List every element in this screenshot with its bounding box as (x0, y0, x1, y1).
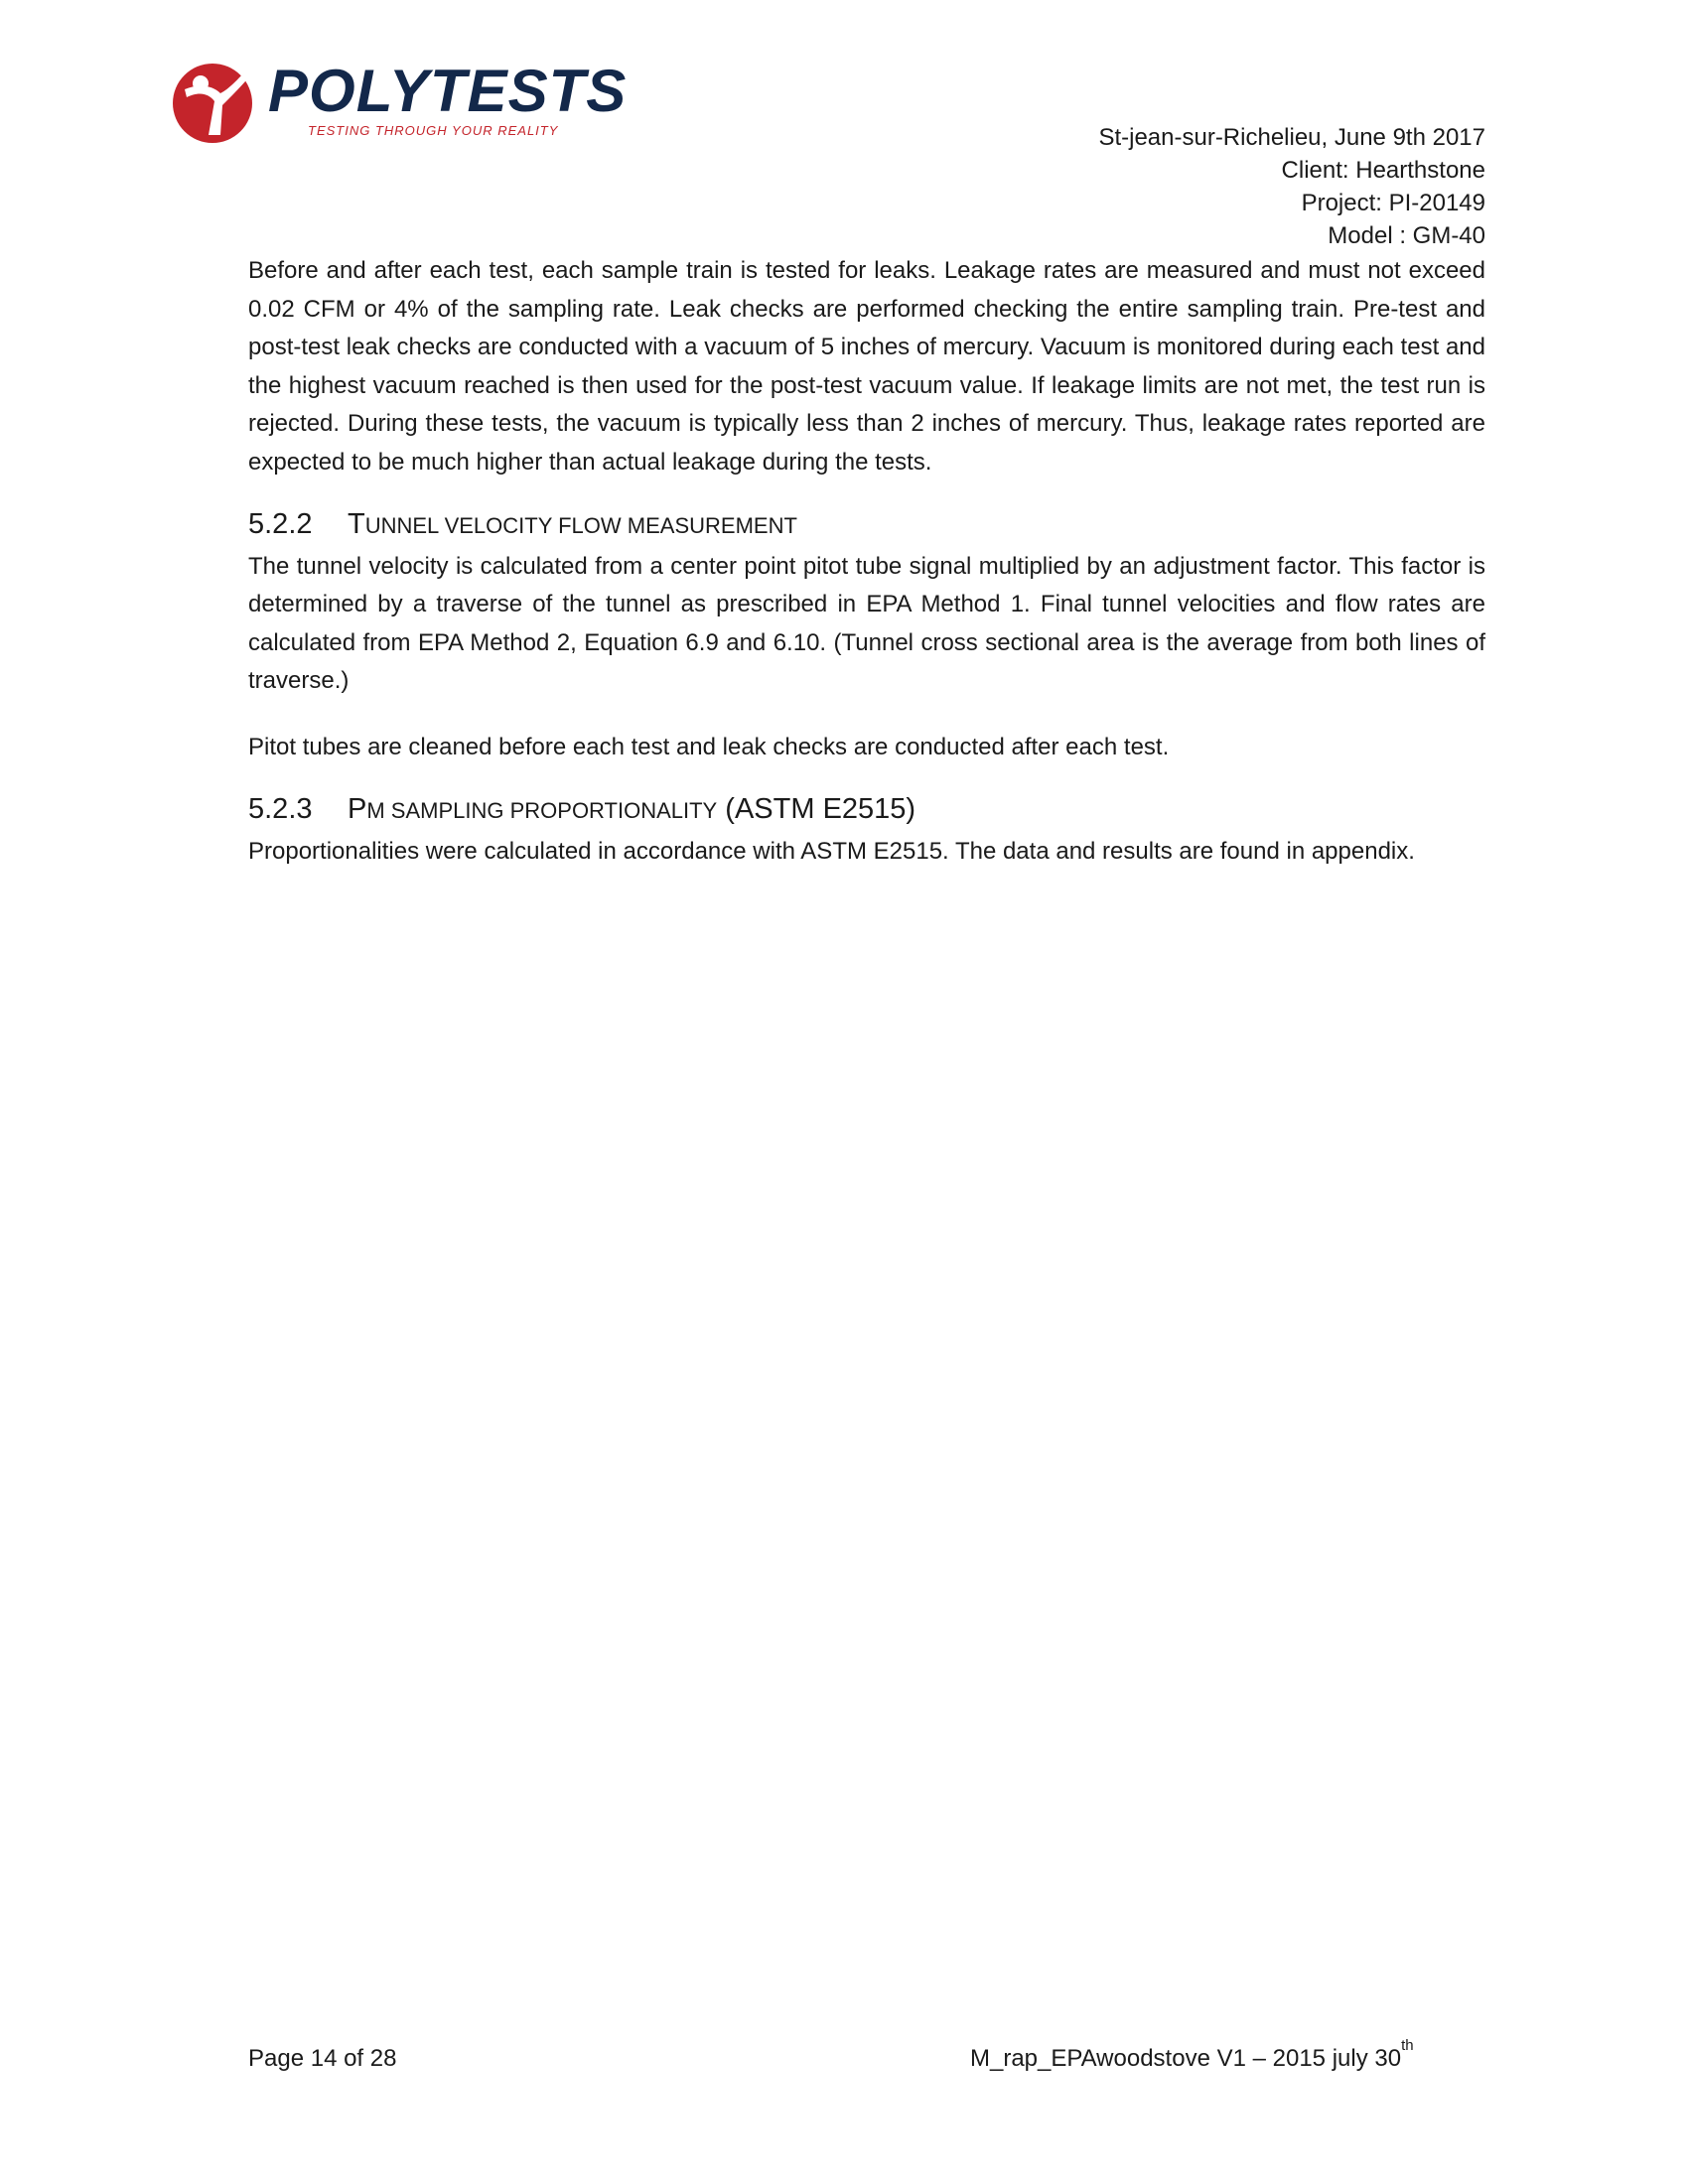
client-line: Client: Hearthstone (1281, 157, 1485, 184)
leak-check-paragraph: Before and after each test, each sample train is tested for leaks. Leakage rates are measured and must not exceed 0.02 CFM or 4% of the sampling rate. Leak checks are performed checking the entire sampling train. Pre-test and post-test leak checks are conducted with a vacuum of 5 inches of mercury. Vacuum is monitored during each test and the highest vacuum reached is then used for the post-test vacuum value. If leakage limits are not met, the test run is rejected. During these tests, the vacuum is typically less than 2 inches of mercury. Thus, leakage rates reported are expected to be much higher than actual leakage during the tests. (248, 257, 1485, 476)
tunnel-velocity-paragraph: The tunnel velocity is calculated from a center point pitot tube signal multiplied by an adjustment factor. This factor is determined by a traverse of the tunnel as prescribed in EPA Method 1. Final tunnel velocities and flow rates are calculated from EPA Method 2, Equation 6.9 and 6.10. (Tunnel cross sectional area is the average from both lines of traverse.) (248, 552, 1485, 695)
main-content (248, 252, 1485, 871)
pitot-tubes-paragraph: Pitot tubes are cleaned before each test and leak checks are conducted after each test. (248, 733, 1170, 760)
section-heading-5-2-2 (248, 504, 1485, 546)
section-title-initial: P (348, 792, 367, 825)
section-number: 5.2.3 (248, 792, 313, 825)
section-heading-5-2-3 (248, 789, 1485, 831)
proportionality-paragraph: Proportionalities were calculated in accordance with ASTM E2515. The data and results are found in appendix. (248, 837, 1415, 865)
document-header-info (1098, 121, 1485, 252)
model-line: Model : GM-40 (1328, 222, 1485, 249)
polytests-person-logo-icon (169, 58, 260, 145)
section-title: UNNEL VELOCITY FLOW MEASUREMENT (364, 512, 797, 538)
company-logo (169, 58, 626, 147)
logo-wordmark: POLYTESTS (268, 58, 628, 124)
section-title-initial: T (348, 507, 365, 540)
page-number: Page 14 of 28 (248, 2045, 397, 2072)
project-line: Project: PI-20149 (1301, 190, 1485, 216)
location-date: St-jean-sur-Richelieu, June 9th 2017 (1098, 124, 1485, 151)
section-title: M SAMPLING PROPORTIONALITY (366, 797, 718, 823)
section-number: 5.2.2 (248, 507, 313, 540)
section-title-suffix: (ASTM E2515) (725, 792, 916, 825)
document-reference-superscript: th (1401, 2037, 1414, 2054)
logo-tagline: TESTING THROUGH YOUR REALITY (308, 123, 559, 138)
document-reference-text: M_rap_EPAwoodstove V1 – 2015 july 30 (970, 2045, 1402, 2072)
document-reference (970, 2037, 1414, 2073)
